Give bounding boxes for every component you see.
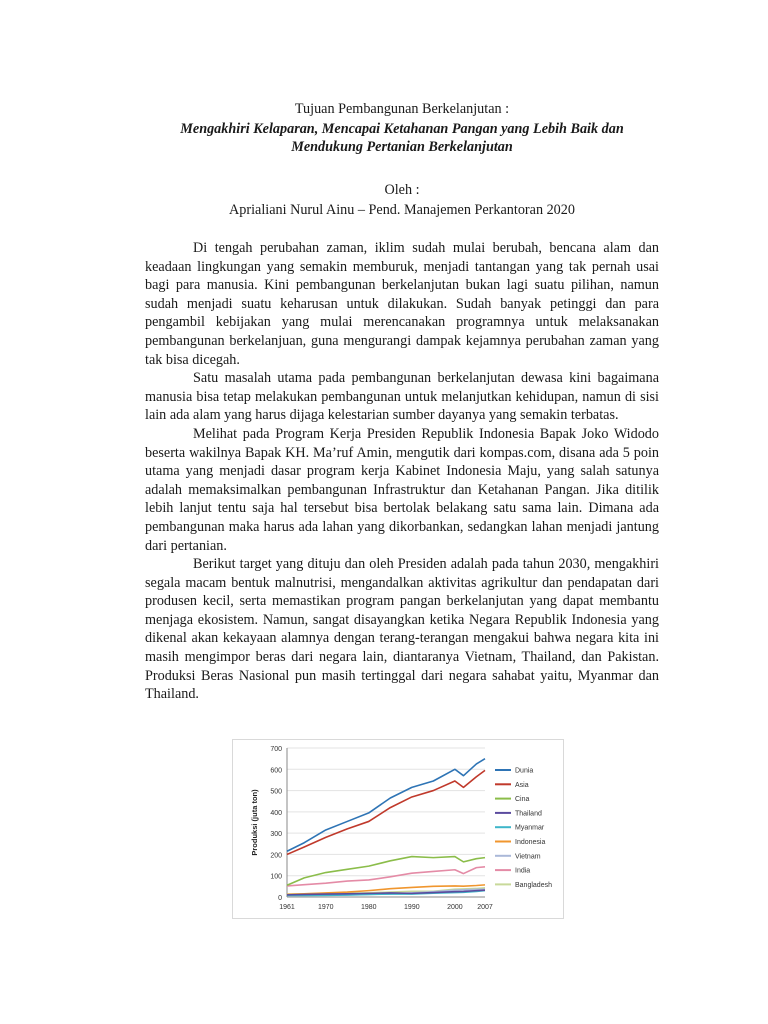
legend-label: India bbox=[515, 867, 531, 875]
legend-label: Indonesia bbox=[515, 839, 546, 846]
chart-svg bbox=[233, 740, 563, 918]
legend-label: Cina bbox=[515, 796, 530, 804]
series-line-cina bbox=[287, 857, 485, 886]
y-tick-label: 500 bbox=[270, 788, 282, 796]
legend-label: Asia bbox=[515, 781, 529, 789]
y-axis-label: Produksi (juta ton) bbox=[250, 789, 259, 856]
author-line: Aprialiani Nurul Ainu – Pend. Manajemen Perkantoran 2020 bbox=[229, 202, 575, 218]
x-tick-label: 1961 bbox=[279, 904, 295, 911]
series-line-dunia bbox=[287, 759, 485, 852]
x-tick-label: 2007 bbox=[477, 904, 493, 911]
y-tick-label: 200 bbox=[270, 852, 282, 860]
y-tick-label: 400 bbox=[270, 809, 282, 817]
y-tick-label: 600 bbox=[270, 767, 282, 775]
legend-label: Bangladesh bbox=[515, 881, 552, 889]
x-tick-label: 1970 bbox=[317, 904, 334, 911]
article-body bbox=[145, 239, 659, 704]
y-tick-label: 700 bbox=[270, 746, 282, 753]
document-title: Mengakhiri Kelaparan, Mencapai Ketahanan Pangan yang Lebih Baik dan Mendukung Pertanian Berkelanjutan bbox=[180, 121, 624, 155]
series-line-india bbox=[287, 867, 485, 886]
y-tick-label: 0 bbox=[278, 895, 282, 902]
series-line-asia bbox=[287, 770, 485, 854]
y-tick-label: 300 bbox=[270, 831, 282, 839]
x-tick-label: 1980 bbox=[360, 904, 377, 911]
x-tick-label: 1990 bbox=[404, 904, 420, 911]
paragraph: Di tengah perubahan zaman, iklim sudah mulai berubah, bencana alam dan keadaan lingkungan yang semakin memburuk, menjadi tantangan yang tak pernah usai bagi para manusia. Kini pembangunan berkelanjutan bukan lagi suatu pilihan, namun sudah menjadi suatu keharusan untuk dilakukan. Sudah banyak petinggi dan para pengambil kebijakan yang mulai merencanakan programnya untuk melaksanakan pembangunan berkelanjuan, guna mengurangi dampak kejamnya perubahan zaman yang tak bisa dicegah. bbox=[145, 240, 659, 368]
byline-label: Oleh : bbox=[384, 182, 420, 198]
legend-label: Dunia bbox=[515, 767, 534, 775]
paragraph: Satu masalah utama pada pembangunan berkelanjutan dewasa kini bagaimana manusia bisa tetap melakukan pembangunan untuk melanjutkan kehidupan, namun di sisi lain ada alam yang harus dijaga kelestarian sumber dayanya yang semakin terbatas. bbox=[145, 370, 659, 424]
legend-label: Vietnam bbox=[515, 853, 541, 861]
paragraph: Melihat pada Program Kerja Presiden Republik Indonesia Bapak Joko Widodo beserta wakilnya Bapak KH. Ma’ruf Amin, mengutik dari kompas.com, disana ada 5 poin utama yang menjadi dasar program kerja Kabinet Indonesia Maju, yang salah satunya adalah memaksimalkan pembangunan Infrastruktur dan Ketahanan Pangan. Jika ditilik lebih lanjut tentu saja hal tersebut bisa bertolak belakang satu sama lain. Dimana ada pembangunan maka harus ada lahan yang dikorbankan, sedangkan lahan menjadi jantung dari pertanian. bbox=[145, 425, 659, 554]
y-tick-label: 100 bbox=[270, 873, 282, 881]
legend-label: Myanmar bbox=[515, 824, 545, 832]
legend-label: Thailand bbox=[515, 810, 542, 818]
document-subtitle: Tujuan Pembangunan Berkelanjutan : bbox=[294, 101, 510, 117]
paragraph: Berikut target yang dituju dan oleh Presiden adalah pada tahun 2030, mengakhiri segala macam bentuk malnutrisi, mengandalkan aktivitas agrikultur dan pendapatan dari produsen kecil, serta memastikan program pangan berkelanjutan yang dapat membantu menjaga ekosistem. Namun, sangat disayangkan ketika Negara Republik Indonesia yang dikenal akan kekayaan alamnya dengan terang-terangan mengakui bahwa negara kita ini masih mengimpor beras dari negara lain, diantaranya Vietnam, Thailand, dan Pakistan. Produksi Beras Nasional pun masih tertinggal dari negara sahabat yaitu, Myanmar dan Thailand. bbox=[145, 556, 659, 703]
rice-production-chart bbox=[232, 739, 564, 919]
x-tick-label: 2000 bbox=[447, 904, 463, 911]
